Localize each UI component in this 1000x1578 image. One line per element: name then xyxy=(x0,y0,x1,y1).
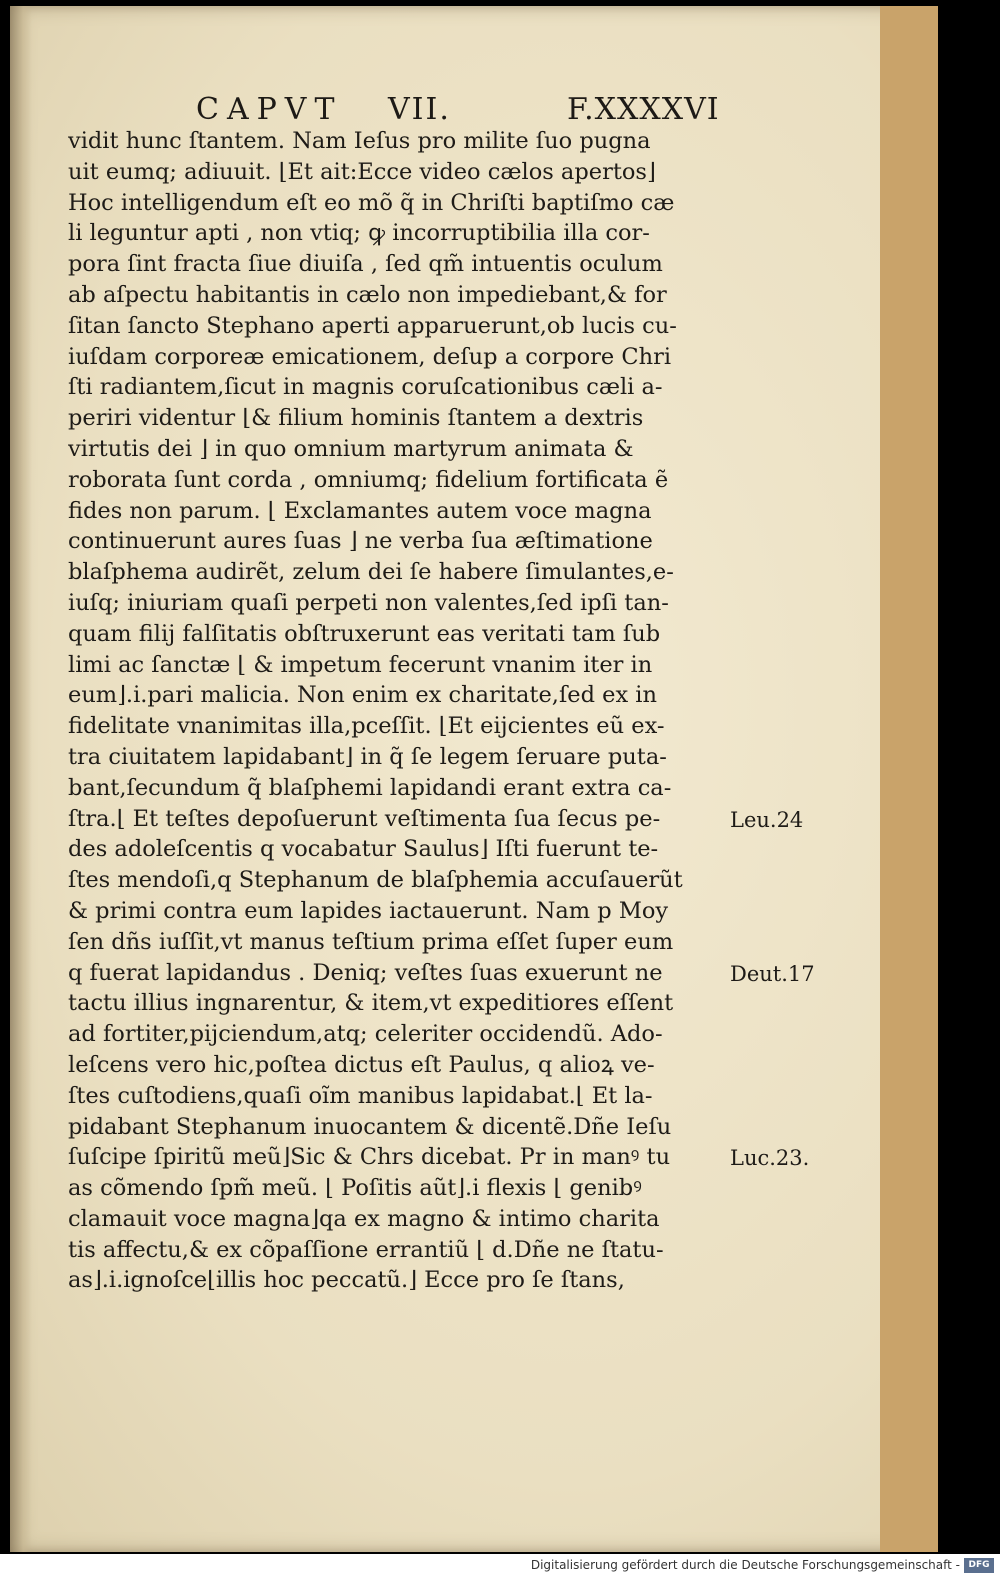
chapter-number: VII. xyxy=(388,92,451,127)
text-line: ſuſcipe ſpiritũ meũ⌋Sic & Chrs dicebat. Pr in manꝰ tu xyxy=(68,1144,671,1171)
text-line: q fuerat lapidandus . Deniq; veſtes ſuas exuerunt ne xyxy=(68,959,663,986)
chapter-label: CAPVT xyxy=(196,92,343,127)
text-line: blaſphema audirẽt, zelum dei ſe habere ſimulantes,e- xyxy=(68,559,674,586)
text-line: ſen dñs iuſſit,vt manus teſtium prima eſſet ſuper eum xyxy=(68,928,674,955)
text-line: pidabant Stephanum inuocantem & dicentẽ.Dñe Ieſu xyxy=(68,1113,672,1140)
text-line: li leguntur apti , non vtiq; ꝙ incorruptibilia illa cor- xyxy=(68,220,650,247)
text-line: des adoleſcentis q vocabatur Saulus⌋ Iſti fuerunt te- xyxy=(68,836,659,863)
text-line: leſcens vero hic,poſtea dictus eſt Paulus, q alioꝝ ve- xyxy=(68,1051,655,1078)
text-line: fidelitate vnanimitas illa,pceſſit. ⌊Et eijcientes eũ ex- xyxy=(68,713,665,740)
text-line: as⌋.i.ignoſce⌊illis hoc peccatũ.⌋ Ecce pro ſe ſtans, xyxy=(68,1267,625,1294)
text-line: continuerunt aures ſuas ⌋ ne verba ſua æſtimatione xyxy=(68,528,653,555)
text-line: pora ſint fracta ſiue diuiſa , ſed qm̃ intuentis oculum xyxy=(68,251,663,278)
funding-credit: Digitalisierung gefördert durch die Deutsche Forschungsgemeinschaft - xyxy=(530,1558,960,1572)
text-line: ad fortiter,pijciendum,atq; celeriter occidendũ. Ado- xyxy=(68,1021,663,1048)
text-line: as cõmendo ſpm̃ meũ. ⌊ Poſitis aũt⌋.i flexis ⌊ genibꝰ xyxy=(68,1175,642,1202)
dfg-logo: DFG xyxy=(964,1558,994,1573)
text-line: periri videntur ⌊& filium hominis ſtantem a dextris xyxy=(68,405,644,432)
text-line: iuſdam corporeæ emicationem, deſup a corpore Chri xyxy=(68,343,672,370)
margin-reference: Luc.23. xyxy=(730,1146,810,1171)
page-gutter xyxy=(10,6,32,1552)
text-line: quam filij falſitatis obſtruxerunt eas veritati tam ſub xyxy=(68,620,661,647)
text-line: bant,ſecundum q̃ blaſphemi lapidandi erant extra ca- xyxy=(68,774,672,801)
folio-number: F.XXXXVI xyxy=(567,92,720,127)
page-edge xyxy=(880,6,938,1552)
text-line: virtutis dei ⌋ in quo omnium martyrum animata & xyxy=(68,435,634,462)
text-line: uit eumq; adiuuit. ⌊Et ait:Ecce video cælos apertos⌋ xyxy=(68,158,656,185)
text-line: ſtes cuſtodiens,quaſi oĩm manibus lapidabat.⌊ Et la- xyxy=(68,1082,653,1109)
text-line: ſitan ſancto Stephano aperti apparuerunt,ob lucis cu- xyxy=(68,312,677,339)
running-header xyxy=(10,92,938,127)
text-line: & primi contra eum lapides iactauerunt. Nam p Moy xyxy=(68,897,669,924)
text-line: ſti radiantem,ſicut in magnis coruſcationibus cæli a- xyxy=(68,374,663,401)
book-page xyxy=(10,6,938,1552)
text-line: limi ac ſanctæ ⌊ & impetum fecerunt vnanim iter in xyxy=(68,651,653,678)
text-line: fides non parum. ⌊ Exclamantes autem voce magna xyxy=(68,497,652,524)
text-line: tra ciuitatem lapidabant⌋ in q̃ ſe legem ſeruare puta- xyxy=(68,743,667,770)
body-text xyxy=(68,126,748,1296)
text-line: iuſq; iniuriam quaſi perpeti non valentes,ſed ipſi tan- xyxy=(68,589,669,616)
text-line: tis affectu,& ex cõpaſſione errantiũ ⌊ d.Dñe ne ſtatu- xyxy=(68,1236,664,1263)
margin-reference: Leu.24 xyxy=(730,807,804,832)
text-line: roborata ſunt corda , omniumq; fidelium fortificata ẽ xyxy=(68,466,669,493)
text-line: eum⌋.i.pari malicia. Non enim ex charitate,ſed ex in xyxy=(68,682,657,709)
text-line: ſtes mendoſi,q Stephanum de blaſphemia accuſauerũt xyxy=(68,867,683,894)
text-line: vidit hunc ſtantem. Nam Ieſus pro milite ſuo pugna xyxy=(68,128,651,154)
digitization-footer xyxy=(0,1554,1000,1578)
text-line: Hoc intelligendum eſt eo mõ q̃ in Chriſti baptiſmo cæ xyxy=(68,189,675,216)
text-line: ab aſpectu habitantis in cælo non impediebant,& for xyxy=(68,281,667,308)
text-line: tactu illius ingnarentur, & item,vt expeditiores eſſent xyxy=(68,990,674,1017)
margin-reference: Deut.17 xyxy=(730,961,815,986)
text-line: ſtra.⌊ Et teſtes depoſuerunt veſtimenta ſua ſecus pe- xyxy=(68,805,661,832)
text-line: clamauit voce magna⌋qa ex magno & intimo charita xyxy=(68,1205,660,1232)
